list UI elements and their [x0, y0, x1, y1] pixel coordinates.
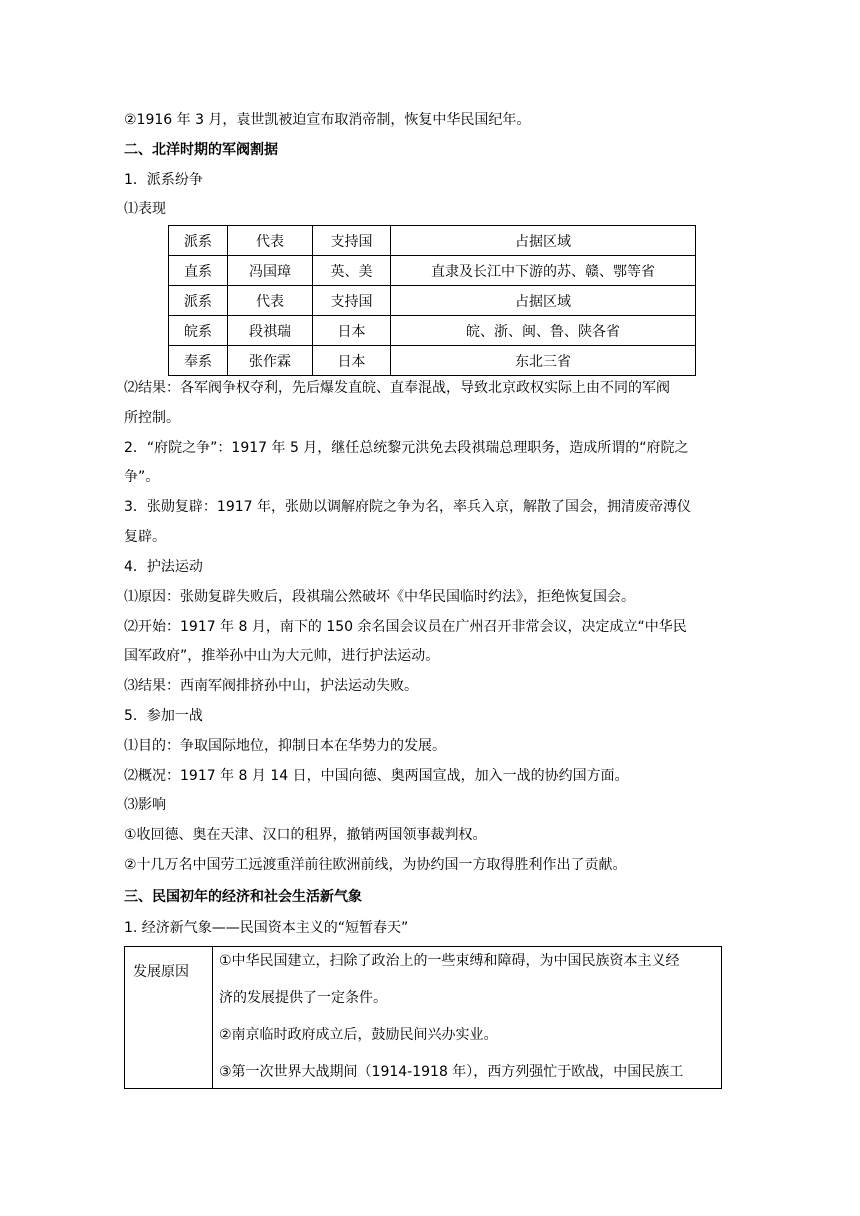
paragraph: ⑴表现 — [124, 201, 166, 217]
paragraph: 国军政府”，推举孙中山为大元帅，进行护法运动。 — [124, 648, 440, 664]
table-cell — [213, 947, 722, 1089]
table-cell: 冯国璋 — [228, 256, 313, 286]
paragraph: ②1916 年 3 月，袁世凯被迫宣布取消帝制，恢复中华民国纪年。 — [124, 112, 531, 128]
economy-table — [124, 946, 722, 1089]
paragraph: 2．“府院之争”：1917 年 5 月，继任总统黎元洪免去段祺瑞总理职务，造成所谓的“府院之 — [124, 440, 689, 456]
table-cell: 皖、浙、闽、鲁、陕各省 — [391, 316, 696, 346]
paragraph: ⑵结果：各军阀争权夺利，先后爆发直皖、直奉混战，导致北京政权实际上由不同的军阀 — [124, 380, 670, 396]
table-cell: 日本 — [313, 316, 391, 346]
paragraph: 所控制。 — [124, 410, 180, 426]
table-cell: 派系 — [169, 286, 228, 316]
paragraph: ⑴原因：张勋复辟失败后，段祺瑞公然破坏《中华民国临时约法》，拒绝恢复国会。 — [124, 589, 635, 605]
table-row — [169, 346, 696, 376]
paragraph: ⑵概况：1917 年 8 月 14 日，中国向德、奥两国宣战，加入一战的协约国方面。 — [124, 768, 629, 784]
factions-table — [168, 225, 696, 376]
table-row — [169, 226, 696, 256]
table-cell: 支持国 — [313, 286, 391, 316]
cell-line: ③第一次世界大战期间（1914-1918 年），西方列强忙于欧战，中国民族工 — [219, 1064, 684, 1080]
table-cell: 日本 — [313, 346, 391, 376]
table-cell: 直系 — [169, 256, 228, 286]
table-row — [169, 256, 696, 286]
table-cell: 东北三省 — [391, 346, 696, 376]
table-cell: 代表 — [228, 226, 313, 256]
table-cell: 张作霖 — [228, 346, 313, 376]
paragraph: ⑴目的：争取国际地位，抑制日本在华势力的发展。 — [124, 738, 446, 754]
table-cell: 段祺瑞 — [228, 316, 313, 346]
cell-line: ②南京临时政府成立后，鼓励民间兴办实业。 — [219, 1027, 498, 1043]
subsection-heading: 5．参加一战 — [124, 708, 203, 724]
paragraph: 争”。 — [124, 469, 160, 485]
cell-line: 济的发展提供了一定条件。 — [219, 990, 387, 1006]
section-heading: 二、北洋时期的军阀割据 — [124, 142, 278, 158]
table-cell: 英、美 — [313, 256, 391, 286]
paragraph: ②十几万名中国劳工远渡重洋前往欧洲前线，为协约国一方取得胜利作出了贡献。 — [124, 857, 627, 873]
table-cell: 直隶及长江中下游的苏、赣、鄂等省 — [391, 256, 696, 286]
table-cell: 皖系 — [169, 316, 228, 346]
subsection-heading: 1．派系纷争 — [124, 172, 203, 188]
paragraph: ①收回德、奥在天津、汉口的租界，撤销两国领事裁判权。 — [124, 827, 487, 843]
table-row — [169, 316, 696, 346]
section-heading: 三、民国初年的经济和社会生活新气象 — [124, 889, 362, 905]
paragraph: 复辟。 — [124, 529, 166, 545]
table-cell: 奉系 — [169, 346, 228, 376]
table-cell: 占据区域 — [391, 286, 696, 316]
paragraph: ⑶影响 — [124, 797, 166, 813]
subsection-heading: 1. 经济新气象——民国资本主义的“短暂春天” — [124, 920, 409, 936]
table-header-cell: 发展原因 — [125, 947, 213, 1089]
table-row — [125, 947, 722, 1089]
paragraph: ⑶结果：西南军阀排挤孙中山，护法运动失败。 — [124, 678, 418, 694]
cell-line: ①中华民国建立，扫除了政治上的一些束缚和障碍，为中国民族资本主义经 — [219, 953, 680, 969]
table-row — [169, 286, 696, 316]
table-cell: 代表 — [228, 286, 313, 316]
subsection-heading: 4．护法运动 — [124, 559, 203, 575]
table-cell: 支持国 — [313, 226, 391, 256]
paragraph: ⑵开始：1917 年 8 月，南下的 150 余名国会议员在广州召开非常会议，决定成立“中华民 — [124, 619, 687, 635]
paragraph: 3．张勋复辟：1917 年，张勋以调解府院之争为名，率兵入京，解散了国会，拥清废帝溥仪 — [124, 499, 691, 515]
table-cell: 派系 — [169, 226, 228, 256]
table-cell: 占据区域 — [391, 226, 696, 256]
